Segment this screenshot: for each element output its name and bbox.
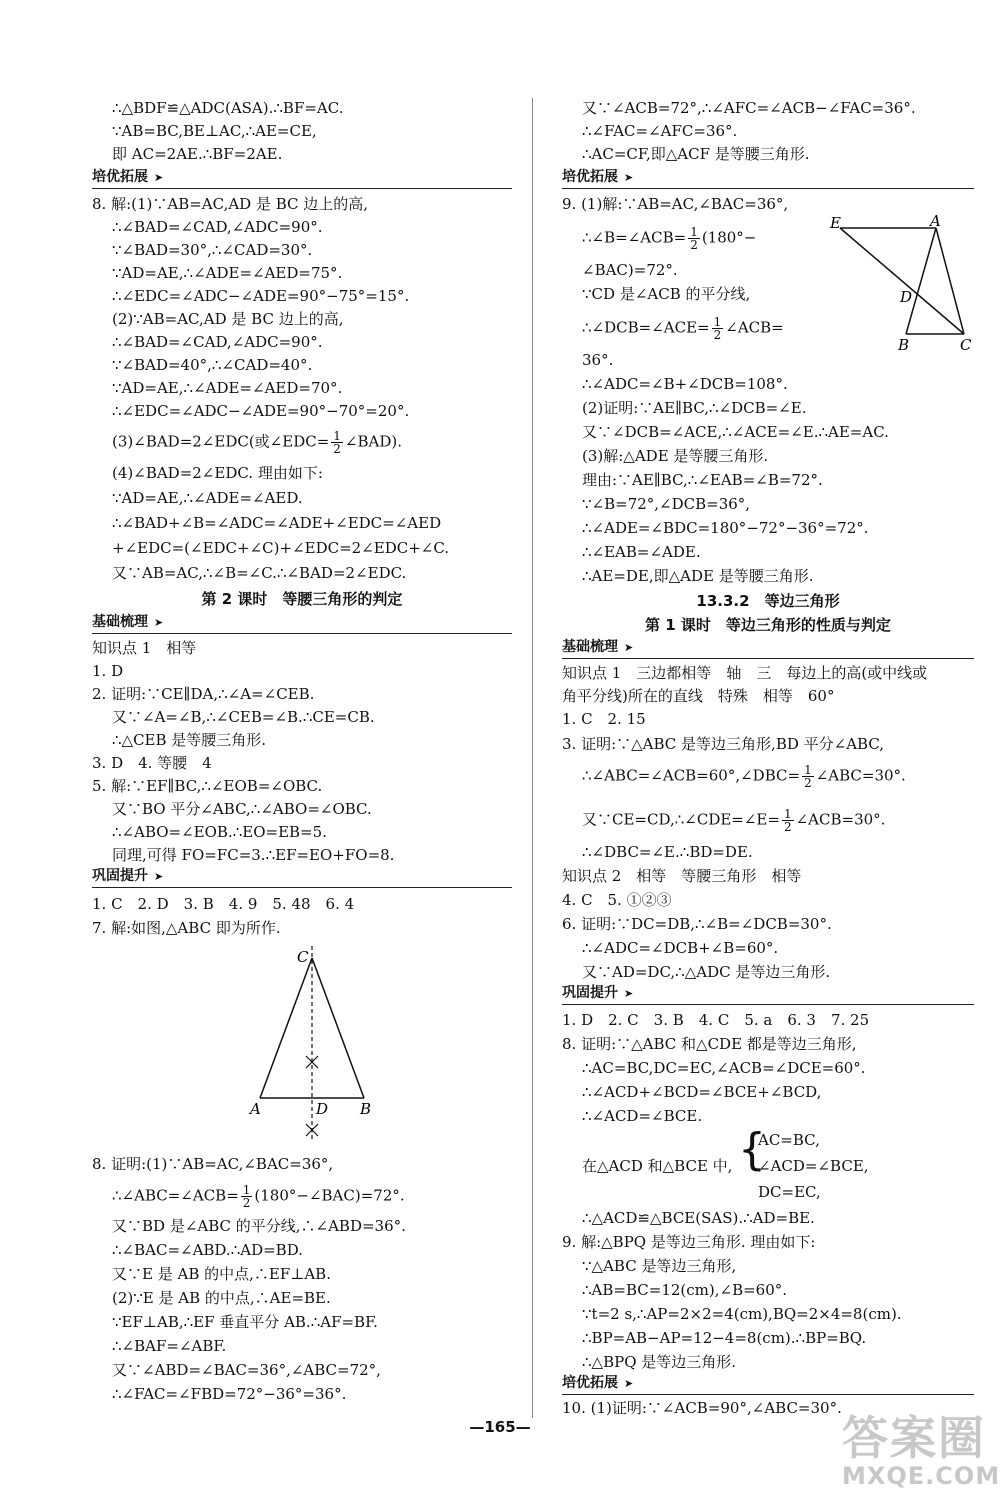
text-line: ∴∠ADC=∠B+∠DCB=108°. <box>582 375 788 393</box>
text-line: ∴∠EAB=∠ADE. <box>582 543 701 561</box>
text-line: ∴∠ACD+∠BCD=∠BCE+∠BCD, <box>582 1083 822 1101</box>
text-line: ∴∠BAD+∠B=∠ADC=∠ADE+∠EDC=∠AED <box>112 514 442 532</box>
text-line: ∴BP=AB−AP=12−4=8(cm).∴BP=BQ. <box>582 1329 867 1347</box>
label-b: B <box>898 336 910 354</box>
text-line: ∵AD=AE,∴∠ADE=∠AED=75°. <box>112 264 343 282</box>
text-line: 又∵BD 是∠ABC 的平分线,∴∠ABD=36°. <box>112 1217 406 1235</box>
text-line: ∴∠ABC=∠ACB= $\frac{1}{2}$ (180°−∠BAC)=72°. <box>112 1183 405 1210</box>
text-line: 8. 解:(1)∵AB=AC,AD 是 BC 边上的高, <box>92 195 369 213</box>
text-line: ∵AD=AE,∴∠ADE=∠AED=70°. <box>112 379 343 397</box>
text-line: 又∵BO 平分∠ABC,∴∠ABO=∠OBC. <box>112 800 372 818</box>
text-line: ∴∠EDC=∠ADC−∠ADE=90°−75°=15°. <box>112 287 410 305</box>
section-header-jichu: 基础梳理 ➤ <box>562 636 974 659</box>
fraction: $\frac{1}{2}$ <box>333 429 341 456</box>
text-line: ∴∠EDC=∠ADC−∠ADE=90°−70°=20°. <box>112 402 410 420</box>
text-line: 同理,可得 FO=FC=3.∴EF=EO+FO=8. <box>112 846 395 864</box>
brace-symbol: { <box>738 1124 766 1175</box>
label-b: B <box>360 1100 372 1118</box>
text-line: ∵△ABC 是等边三角形, <box>582 1257 737 1275</box>
text-line: ∴△ACD≌△BCE(SAS).∴AD=BE. <box>582 1209 815 1227</box>
watermark-logo: 答案圈 MXQE.COM <box>842 1411 1000 1490</box>
text-line: ∴AB=BC=12(cm),∠B=60°. <box>582 1281 788 1299</box>
text-line: 即 AC=2AE.∴BF=2AE. <box>112 145 283 163</box>
figure-isosceles-triangle <box>242 946 382 1146</box>
text-line: ∴△CEB 是等腰三角形. <box>112 731 267 749</box>
text-line: 8. 证明:∵△ABC 和△CDE 都是等边三角形, <box>562 1035 857 1053</box>
text-line: 又∵∠ACB=72°,∴∠AFC=∠ACB−∠FAC=36°. <box>582 99 916 117</box>
label-e: E <box>830 214 841 232</box>
text-line: ∵CD 是∠ACB 的平分线, <box>582 285 751 303</box>
text-line: (3)解:△ADE 是等腰三角形. <box>582 447 769 465</box>
text-line: 又∵CE=CD,∴∠CDE=∠E= $\frac{1}{2}$ ∠ACB=30°. <box>582 807 886 834</box>
text-line: ∴AC=CF,即△ACF 是等腰三角形. <box>582 145 810 163</box>
label-d: D <box>900 288 913 306</box>
text-line: 3. 证明:∵△ABC 是等边三角形,BD 平分∠ABC, <box>562 735 885 753</box>
text-line: ∴∠B=∠ACB= $\frac{1}{2}$ (180°− <box>582 225 757 252</box>
text-line: 7. 解:如图,△ABC 即为所作. <box>92 919 281 937</box>
fraction: $\frac{1}{2}$ <box>242 1183 251 1210</box>
text-line: ∵AB=BC,BE⊥AC,∴AE=CE, <box>112 122 317 140</box>
text-line: ∴AC=BC,DC=EC,∠ACB=∠DCE=60°. <box>582 1059 866 1077</box>
text-line: 在△ACD 和△BCE 中, <box>582 1157 733 1175</box>
label-d: D <box>316 1100 329 1118</box>
section-header-jichu: 基础梳理 ➤ <box>92 611 512 634</box>
text-line: 理由:∵AE∥BC,∴∠EAB=∠B=72°. <box>582 471 823 489</box>
text-line: 1. C 2. 15 <box>562 710 646 728</box>
text-line: ∴∠ACD=∠BCE. <box>582 1107 703 1125</box>
text-line: ∴∠BAF=∠ABF. <box>112 1337 227 1355</box>
text-line: 知识点 1 三边都相等 轴 三 每边上的高(或中线或 <box>562 664 928 682</box>
text-line: 36°. <box>582 351 614 369</box>
text-line: 1. D 2. C 3. B 4. C 5. a 6. 3 7. 25 <box>562 1011 870 1029</box>
text-line: ∴∠DBC=∠E.∴BD=DE. <box>582 843 753 861</box>
text-line: 又∵∠ABD=∠BAC=36°,∠ABC=72°, <box>112 1361 381 1379</box>
text-line: ∴△BDF≌△ADC(ASA).∴BF=AC. <box>112 99 344 117</box>
text-line: 1. D <box>92 662 124 680</box>
label-a: A <box>250 1100 261 1118</box>
section-header-peiyou-2: 培优拓展 ➤ <box>562 1372 974 1395</box>
text-line: 又∵AB=AC,∴∠B=∠C.∴∠BAD=2∠EDC. <box>112 564 407 582</box>
text-line: ∵∠B=72°,∠DCB=36°, <box>582 495 751 513</box>
text-line: (3)∠BAD=2∠EDC(或∠EDC= $\frac{1}{2}$ ∠BAD). <box>112 429 402 456</box>
text-line: 3. D 4. 等腰 4 <box>92 754 212 772</box>
text-line: 1. C 2. D 3. B 4. 9 5. 48 6. 4 <box>92 895 355 913</box>
text-line: ∵AD=AE,∴∠ADE=∠AED. <box>112 489 303 507</box>
text-line: ∵∠BAD=40°,∴∠CAD=40°. <box>112 356 313 374</box>
text-line: (4)∠BAD=2∠EDC. 理由如下: <box>112 464 323 482</box>
text-line: ∴∠ABO=∠EOB.∴EO=EB=5. <box>112 823 327 841</box>
section-header-peiyou: 培优拓展 ➤ <box>92 166 512 189</box>
text-line: 9. 解:△BPQ 是等边三角形. 理由如下: <box>562 1233 816 1251</box>
text-line: ∴∠ABC=∠ACB=60°,∠DBC= $\frac{1}{2}$ ∠ABC=30°. <box>582 763 906 790</box>
label-c: C <box>960 336 972 354</box>
text-line: ∴∠FAC=∠AFC=36°. <box>582 122 738 140</box>
text-line: 又∵∠DCB=∠ACE,∴∠ACE=∠E.∴AE=AC. <box>582 423 889 441</box>
text-line: (2)∵E 是 AB 的中点,∴AE=BE. <box>112 1289 331 1307</box>
text-line: ∴∠BAD=∠CAD,∠ADC=90°. <box>112 333 323 351</box>
section-header-gonggu: 巩固提升 ➤ <box>562 982 974 1005</box>
fraction: $\frac{1}{2}$ <box>713 315 722 342</box>
text-line: 5. 解:∵EF∥BC,∴∠EOB=∠OBC. <box>92 777 323 795</box>
section-title: 13.3.2 等边三角形 <box>696 592 840 610</box>
text-line: 2. 证明:∵CE∥DA,∴∠A=∠CEB. <box>92 685 315 703</box>
label-c: C <box>297 948 309 966</box>
condition-line: AC=BC, <box>758 1131 820 1149</box>
text-line: 8. 证明:(1)∵AB=AC,∠BAC=36°, <box>92 1155 334 1173</box>
text-line: 6. 证明:∵DC=DB,∴∠B=∠DCB=30°. <box>562 915 832 933</box>
text-line: +∠EDC=(∠EDC+∠C)+∠EDC=2∠EDC+∠C. <box>112 539 450 557</box>
label-a: A <box>930 214 941 230</box>
text-line: (2)∵AB=AC,AD 是 BC 边上的高, <box>112 310 344 328</box>
text-line: ∴∠DCB=∠ACE= $\frac{1}{2}$ ∠ACB= <box>582 315 784 342</box>
text-line: ∴∠BAD=∠CAD,∠ADC=90°. <box>112 218 323 236</box>
text-line: 9. (1)解:∵AB=AC,∠BAC=36°, <box>562 195 789 213</box>
text-line: ∴∠ADC=∠DCB+∠B=60°. <box>582 939 779 957</box>
text-line: ∠BAC)=72°. <box>582 261 678 279</box>
figure-triangle-ade <box>824 214 974 354</box>
text-line: ∴∠BAC=∠ABD.∴AD=BD. <box>112 1241 303 1259</box>
page-number: —165— <box>469 1418 531 1436</box>
text-line: ∴△BPQ 是等边三角形. <box>582 1353 737 1371</box>
section-header-peiyou: 培优拓展 ➤ <box>562 166 974 189</box>
lesson-title: 第 2 课时 等腰三角形的判定 <box>201 590 403 608</box>
lesson-title: 第 1 课时 等边三角形的性质与判定 <box>645 616 891 634</box>
text-line: 又∵AD=DC,∴△ADC 是等边三角形. <box>582 963 831 981</box>
column-divider <box>532 98 533 1418</box>
fraction: $\frac{1}{2}$ <box>783 807 792 834</box>
text-line: 4. C 5. ①②③ <box>562 891 672 909</box>
text-line: 知识点 1 相等 <box>92 639 197 657</box>
condition-line: ∠ACD=∠BCE, <box>758 1157 869 1175</box>
text-line: ∵∠BAD=30°,∴∠CAD=30°. <box>112 241 313 259</box>
text-line: ∴∠ADE=∠BDC=180°−72°−36°=72°. <box>582 519 869 537</box>
text-line: 角平分线)所在的直线 特殊 相等 60° <box>562 687 835 705</box>
fraction: $\frac{1}{2}$ <box>804 763 812 790</box>
fraction: $\frac{1}{2}$ <box>690 225 698 252</box>
condition-line: DC=EC, <box>758 1183 821 1201</box>
text-line: 又∵∠A=∠B,∴∠CEB=∠B.∴CE=CB. <box>112 708 375 726</box>
text-line: (2)证明:∵AE∥BC,∴∠DCB=∠E. <box>582 399 807 417</box>
text-line: 10. (1)证明:∵∠ACB=90°,∠ABC=30°. <box>562 1399 842 1417</box>
text-line: ∵EF⊥AB,∴EF 垂直平分 AB.∴AF=BF. <box>112 1313 378 1331</box>
section-header-gonggu: 巩固提升 ➤ <box>92 865 512 888</box>
text-line: 知识点 2 相等 等腰三角形 相等 <box>562 867 802 885</box>
text-line: ∴AE=DE,即△ADE 是等腰三角形. <box>582 567 814 585</box>
text-line: 又∵E 是 AB 的中点,∴EF⊥AB. <box>112 1265 331 1283</box>
text-line: ∴∠FAC=∠FBD=72°−36°=36°. <box>112 1385 347 1403</box>
text-line: ∵t=2 s,∴AP=2×2=4(cm),BQ=2×4=8(cm). <box>582 1305 902 1323</box>
